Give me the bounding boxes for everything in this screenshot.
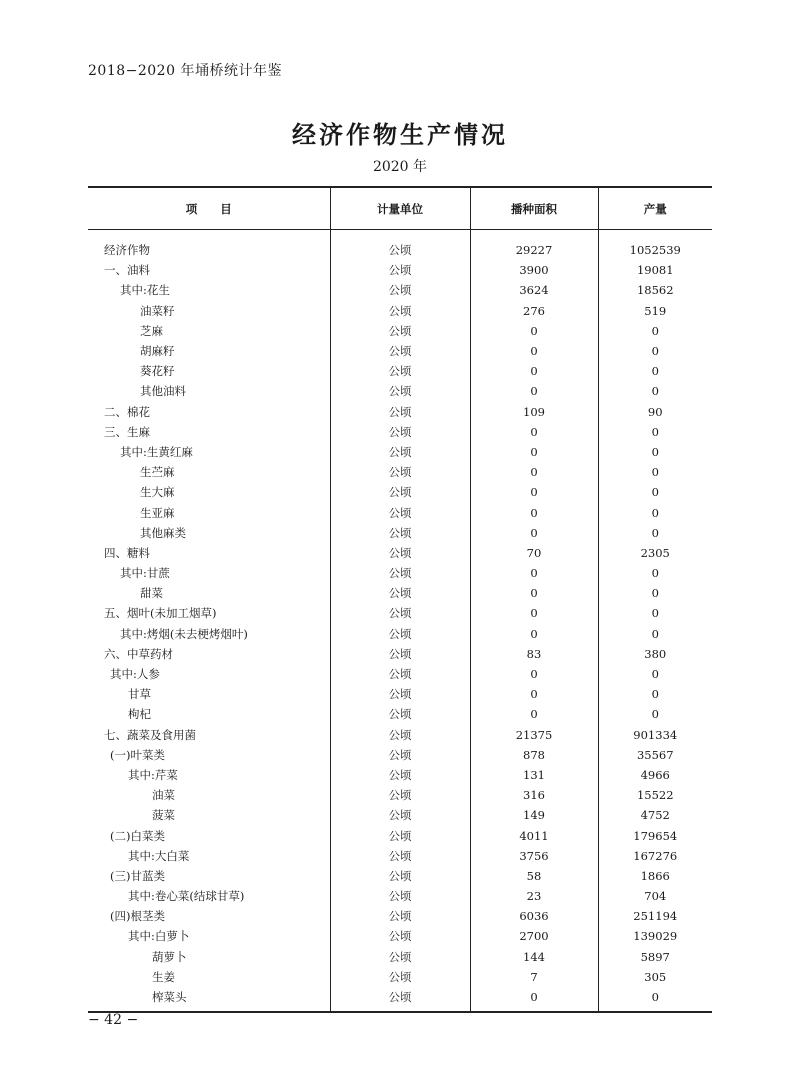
row-sown-area: 29227 [470, 230, 598, 261]
row-unit: 公顷 [330, 886, 470, 906]
row-output: 305 [644, 969, 667, 984]
row-unit: 公顷 [330, 402, 470, 422]
row-unit: 公顷 [330, 563, 470, 583]
row-unit: 公顷 [330, 765, 470, 785]
row-sown-area: 276 [470, 301, 598, 321]
row-unit: 公顷 [330, 260, 470, 280]
table-row [88, 543, 712, 563]
row-item-name: 其中:白萝卜 [88, 926, 330, 946]
table-row [88, 583, 712, 603]
row-unit: 公顷 [330, 967, 470, 987]
row-unit: 公顷 [330, 523, 470, 543]
row-item-name: 七、蔬菜及食用菌 [88, 725, 330, 745]
row-unit: 公顷 [330, 947, 470, 967]
row-item-name: 四、糖料 [88, 543, 330, 563]
row-output: 179654 [633, 828, 678, 843]
row-item-name: 其中:卷心菜(结球甘草) [88, 886, 330, 906]
table-body [88, 230, 712, 1013]
row-sown-area: 70 [470, 543, 598, 563]
row-output: 0 [651, 667, 659, 682]
table-row [88, 987, 712, 1012]
row-unit: 公顷 [330, 603, 470, 623]
row-output: 0 [651, 485, 659, 500]
row-output: 1866 [640, 868, 670, 883]
row-sown-area: 0 [470, 603, 598, 623]
table-row [88, 230, 712, 261]
row-sown-area: 23 [470, 886, 598, 906]
row-item-name: 二、棉花 [88, 402, 330, 422]
row-item-name: 三、生麻 [88, 422, 330, 442]
row-sown-area: 144 [470, 947, 598, 967]
table-row [88, 947, 712, 967]
row-item-name: 葵花籽 [88, 361, 330, 381]
row-unit: 公顷 [330, 341, 470, 361]
row-sown-area: 0 [470, 442, 598, 462]
row-unit: 公顷 [330, 462, 470, 482]
row-item-name: 其他油料 [88, 381, 330, 401]
row-sown-area: 4011 [470, 825, 598, 845]
table-row [88, 967, 712, 987]
column-header-unit: 计量单位 [330, 187, 470, 230]
row-item-name: 其中:甘蔗 [88, 563, 330, 583]
row-unit: 公顷 [330, 280, 470, 300]
row-sown-area: 3624 [470, 280, 598, 300]
row-sown-area: 0 [470, 341, 598, 361]
row-item-name: 榨菜头 [88, 987, 330, 1012]
table-row [88, 704, 712, 724]
table-row [88, 644, 712, 664]
row-sown-area: 3756 [470, 846, 598, 866]
row-sown-area: 0 [470, 704, 598, 724]
row-item-name: 生苎麻 [88, 462, 330, 482]
crop-production-table [88, 186, 712, 1013]
table-row [88, 765, 712, 785]
row-item-name: 经济作物 [88, 230, 330, 261]
row-output: 0 [651, 444, 659, 459]
row-unit: 公顷 [330, 725, 470, 745]
row-item-name: 生大麻 [88, 482, 330, 502]
row-item-name: 其中:烤烟(未去梗烤烟叶) [88, 624, 330, 644]
row-sown-area: 0 [470, 684, 598, 704]
row-output: 519 [644, 303, 667, 318]
row-output: 1052539 [629, 243, 681, 258]
table-row [88, 341, 712, 361]
row-item-name: 生亚麻 [88, 502, 330, 522]
column-header-item: 项 目 [88, 187, 330, 230]
row-output: 0 [651, 465, 659, 480]
row-item-name: 其中:人参 [88, 664, 330, 684]
row-output: 18562 [636, 283, 674, 298]
row-output: 139029 [633, 929, 678, 944]
row-output: 0 [651, 505, 659, 520]
row-item-name: 生姜 [88, 967, 330, 987]
row-item-name: 甘草 [88, 684, 330, 704]
row-unit: 公顷 [330, 442, 470, 462]
row-item-name: 五、烟叶(未加工烟草) [88, 603, 330, 623]
table-row [88, 603, 712, 623]
row-output: 0 [651, 687, 659, 702]
row-output: 0 [651, 566, 659, 581]
row-item-name: 六、中草药材 [88, 644, 330, 664]
table-row [88, 381, 712, 401]
row-unit: 公顷 [330, 987, 470, 1012]
table-row [88, 321, 712, 341]
row-sown-area: 316 [470, 785, 598, 805]
row-sown-area: 0 [470, 624, 598, 644]
table-row [88, 361, 712, 381]
row-item-name: 其中:芹菜 [88, 765, 330, 785]
row-output: 0 [651, 344, 659, 359]
row-output: 15522 [636, 788, 674, 803]
row-sown-area: 0 [470, 583, 598, 603]
year-label: 2020 年 [372, 159, 428, 175]
row-item-name: 芝麻 [88, 321, 330, 341]
row-output: 0 [651, 626, 659, 641]
row-sown-area: 0 [470, 422, 598, 442]
row-output: 704 [644, 889, 667, 904]
table-row [88, 805, 712, 825]
row-unit: 公顷 [330, 624, 470, 644]
table-row [88, 301, 712, 321]
row-output: 0 [651, 525, 659, 540]
table-row [88, 745, 712, 765]
row-item-name: 胡麻籽 [88, 341, 330, 361]
row-unit: 公顷 [330, 825, 470, 845]
table-row [88, 906, 712, 926]
row-item-name: (一)叶菜类 [88, 745, 330, 765]
table-row [88, 482, 712, 502]
row-unit: 公顷 [330, 785, 470, 805]
row-sown-area: 878 [470, 745, 598, 765]
row-sown-area: 0 [470, 987, 598, 1012]
row-item-name: 葫萝卜 [88, 947, 330, 967]
table-row [88, 523, 712, 543]
row-output: 901334 [633, 727, 678, 742]
table-row [88, 846, 712, 866]
row-item-name: 油菜籽 [88, 301, 330, 321]
row-item-name: 枸杞 [88, 704, 330, 724]
row-item-name: 一、油料 [88, 260, 330, 280]
row-sown-area: 0 [470, 664, 598, 684]
row-sown-area: 7 [470, 967, 598, 987]
table-row [88, 684, 712, 704]
row-unit: 公顷 [330, 906, 470, 926]
row-unit: 公顷 [330, 482, 470, 502]
table-row [88, 725, 712, 745]
row-sown-area: 0 [470, 482, 598, 502]
row-unit: 公顷 [330, 644, 470, 664]
row-output: 4752 [640, 808, 670, 823]
row-output: 0 [651, 384, 659, 399]
row-sown-area: 109 [470, 402, 598, 422]
row-item-name: 其中:生黄红麻 [88, 442, 330, 462]
row-sown-area: 58 [470, 866, 598, 886]
row-output: 0 [651, 424, 659, 439]
row-sown-area: 0 [470, 563, 598, 583]
row-output: 0 [651, 586, 659, 601]
row-sown-area: 21375 [470, 725, 598, 745]
table-row [88, 280, 712, 300]
row-unit: 公顷 [330, 301, 470, 321]
row-sown-area: 0 [470, 502, 598, 522]
row-unit: 公顷 [330, 230, 470, 261]
row-sown-area: 0 [470, 381, 598, 401]
column-header-output: 产量 [598, 187, 712, 230]
yearbook-header: 2018−2020 年埇桥统计年鉴 [88, 63, 282, 79]
row-item-name: 菠菜 [88, 805, 330, 825]
row-sown-area: 0 [470, 523, 598, 543]
row-sown-area: 131 [470, 765, 598, 785]
row-sown-area: 0 [470, 462, 598, 482]
row-unit: 公顷 [330, 361, 470, 381]
row-item-name: (二)白菜类 [88, 825, 330, 845]
row-output: 0 [598, 987, 712, 1012]
column-header-sown-area: 播种面积 [470, 187, 598, 230]
row-unit: 公顷 [330, 321, 470, 341]
row-unit: 公顷 [330, 583, 470, 603]
row-sown-area: 83 [470, 644, 598, 664]
row-output: 5897 [640, 949, 670, 964]
row-unit: 公顷 [330, 704, 470, 724]
row-sown-area: 2700 [470, 926, 598, 946]
table-row [88, 442, 712, 462]
table-row [88, 825, 712, 845]
row-output: 4966 [640, 767, 670, 782]
row-item-name: (四)根茎类 [88, 906, 330, 926]
row-output: 167276 [633, 848, 678, 863]
row-unit: 公顷 [330, 502, 470, 522]
row-item-name: 其中:花生 [88, 280, 330, 300]
page-title: 经济作物生产情况 [292, 121, 508, 149]
row-sown-area: 6036 [470, 906, 598, 926]
table-row [88, 886, 712, 906]
row-output: 19081 [636, 263, 674, 278]
row-item-name: 其中:大白菜 [88, 846, 330, 866]
row-unit: 公顷 [330, 926, 470, 946]
table-row [88, 664, 712, 684]
table-row [88, 422, 712, 442]
table-row [88, 624, 712, 644]
row-output: 380 [644, 646, 667, 661]
table-row [88, 866, 712, 886]
row-sown-area: 0 [470, 321, 598, 341]
table-row [88, 260, 712, 280]
row-unit: 公顷 [330, 805, 470, 825]
row-unit: 公顷 [330, 684, 470, 704]
row-unit: 公顷 [330, 745, 470, 765]
row-output: 90 [647, 404, 663, 419]
row-output: 0 [651, 707, 659, 722]
page-number: − 42 − [88, 1012, 139, 1028]
row-output: 0 [651, 323, 659, 338]
table-row [88, 563, 712, 583]
row-item-name: (三)甘蓝类 [88, 866, 330, 886]
row-unit: 公顷 [330, 846, 470, 866]
row-item-name: 甜菜 [88, 583, 330, 603]
row-output: 35567 [636, 747, 674, 762]
table-row [88, 462, 712, 482]
row-output: 0 [651, 364, 659, 379]
table-row [88, 926, 712, 946]
row-unit: 公顷 [330, 866, 470, 886]
table-row [88, 502, 712, 522]
row-item-name: 油菜 [88, 785, 330, 805]
row-sown-area: 3900 [470, 260, 598, 280]
row-sown-area: 149 [470, 805, 598, 825]
row-unit: 公顷 [330, 543, 470, 563]
row-unit: 公顷 [330, 381, 470, 401]
row-unit: 公顷 [330, 664, 470, 684]
row-output: 0 [651, 606, 659, 621]
table-row [88, 402, 712, 422]
row-output: 251194 [633, 909, 678, 924]
row-unit: 公顷 [330, 422, 470, 442]
row-item-name: 其他麻类 [88, 523, 330, 543]
table-header-row [88, 187, 712, 230]
row-output: 2305 [640, 545, 670, 560]
table-row [88, 785, 712, 805]
row-sown-area: 0 [470, 361, 598, 381]
